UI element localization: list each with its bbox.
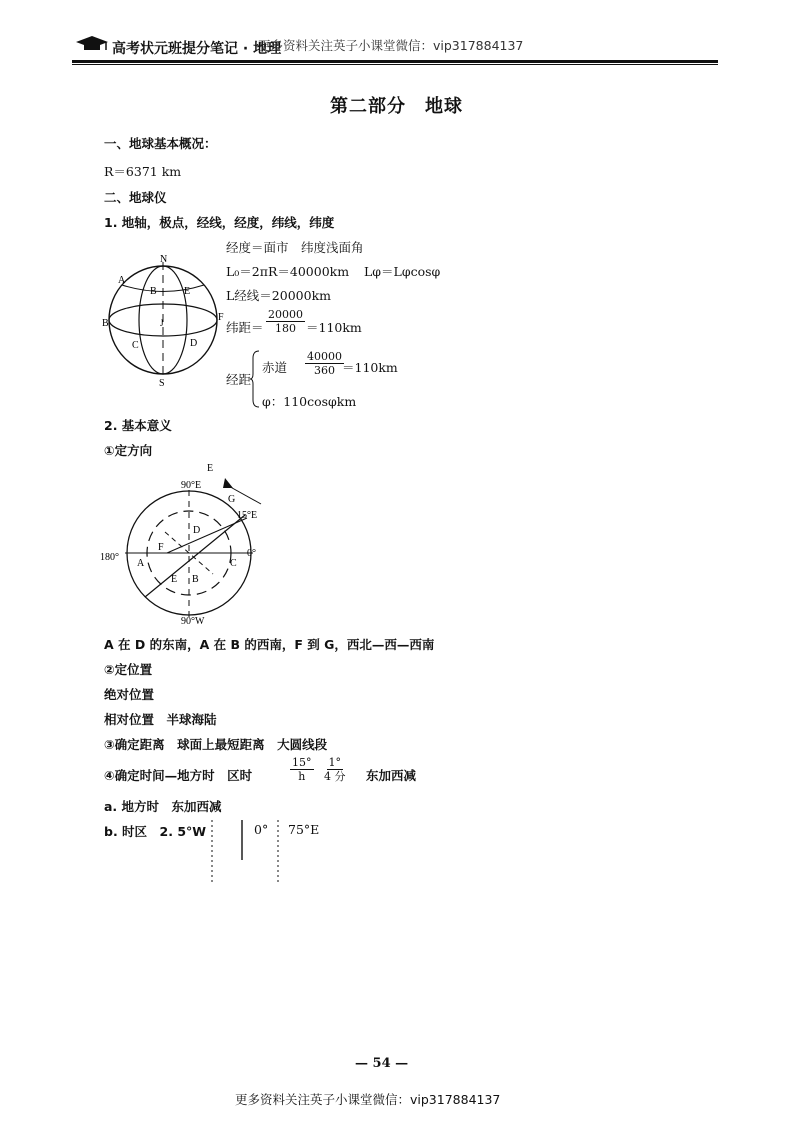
sub4-rule: 东加西减: [366, 768, 417, 783]
polar-label-ebot: E: [171, 574, 178, 585]
item2-heading: 2. 基本意义: [104, 418, 172, 433]
globe-label-n: N: [160, 254, 168, 265]
line-b: b. 时区 2. 5°W: [104, 824, 207, 839]
lon-distance-label: 经距: [226, 372, 252, 387]
polar-label-a: A: [137, 558, 145, 569]
note-line2b: Lφ＝Lφcosφ: [364, 264, 441, 279]
header-title: 高考状元班提分笔记 · 地理: [112, 41, 282, 57]
header-ad: 更多资料关注英子小课堂微信：vip317884137: [258, 38, 524, 53]
note-line3: L经线＝20000km: [226, 288, 331, 303]
globe-label-s: S: [159, 378, 165, 388]
polar-view-diagram: [95, 458, 275, 628]
globe-label-bi: B: [150, 286, 157, 297]
sub1-heading: ①定方向: [104, 443, 153, 458]
polar-label-top: 90°E: [181, 480, 202, 491]
polar-label-right: 0°: [247, 548, 256, 559]
sub4-heading: ④确定时间—地方时 区时: [104, 768, 253, 783]
globe-diagram: [100, 250, 225, 388]
lon-brace: [250, 350, 260, 408]
polar-label-e-arrow: E: [207, 463, 214, 474]
globe-label-b: B: [102, 318, 109, 329]
polar-label-c: C: [230, 558, 237, 569]
polar-label-g: G: [228, 494, 236, 505]
globe-label-d: D: [190, 338, 198, 349]
polar-label-left: 180°: [100, 552, 119, 563]
polar-label-d: D: [193, 525, 201, 536]
footer-ad: 更多资料关注英子小课堂微信：vip317884137: [235, 1092, 501, 1107]
time-zone-lines: [206, 818, 286, 886]
absolute-position: 绝对位置: [104, 687, 155, 702]
polar-label-b: B: [192, 574, 199, 585]
time-zone-75e: 75°E: [288, 822, 320, 837]
relative-position: 相对位置 半球海陆: [104, 712, 217, 727]
page-title: 第二部分 地球: [330, 96, 463, 117]
lat-distance-label: 纬距＝: [226, 320, 264, 335]
earth-radius: R＝6371 km: [104, 164, 182, 179]
lat-fraction: $\frac{20000}{180}$: [268, 308, 303, 335]
globe-label-c: C: [132, 340, 139, 351]
lon-fraction: $\frac{40000}{360}$: [307, 350, 342, 377]
globe-label-a: A: [118, 275, 126, 286]
lon-equator-label: 赤道: [262, 360, 288, 375]
globe-label-f: F: [218, 312, 224, 323]
lon-phi: φ：110cosφkm: [262, 394, 357, 409]
note-line1: 经度＝面市 纬度浅面角: [226, 240, 364, 255]
direction-text: A 在 D 的东南，A 在 B 的西南，F 到 G，西北—西—西南: [104, 637, 435, 652]
polar-label-angle: 15°E: [237, 510, 258, 521]
globe-label-j: J: [160, 318, 164, 328]
page-number: — 54 —: [355, 1056, 409, 1071]
section2-heading: 二、地球仪: [104, 190, 167, 205]
polar-label-f: F: [158, 542, 164, 553]
item1-heading: 1. 地轴，极点，经线，经度，纬线，纬度: [104, 215, 335, 230]
header-rule: [72, 60, 718, 63]
header-rule-thin: [72, 64, 718, 65]
time-zone-0: 0°: [254, 822, 269, 837]
lon-result: ＝110km: [342, 360, 398, 375]
sub2-heading: ②定位置: [104, 662, 153, 677]
globe-label-e: E: [184, 286, 191, 297]
polar-label-bottom: 90°W: [181, 616, 205, 627]
line-a: a. 地方时 东加西减: [104, 799, 222, 814]
graduation-cap-icon: [74, 34, 110, 54]
note-line2a: L₀＝2πR＝40000km: [226, 264, 350, 279]
section1-heading: 一、地球基本概况：: [104, 136, 217, 151]
sub3-heading: ③确定距离 球面上最短距离 大圆线段: [104, 737, 328, 752]
time-fraction-2: 1° 4 分: [324, 756, 346, 783]
time-fraction-1: $\frac{15^\circ}{h}$: [292, 756, 312, 783]
lat-result: ＝110km: [306, 320, 362, 335]
